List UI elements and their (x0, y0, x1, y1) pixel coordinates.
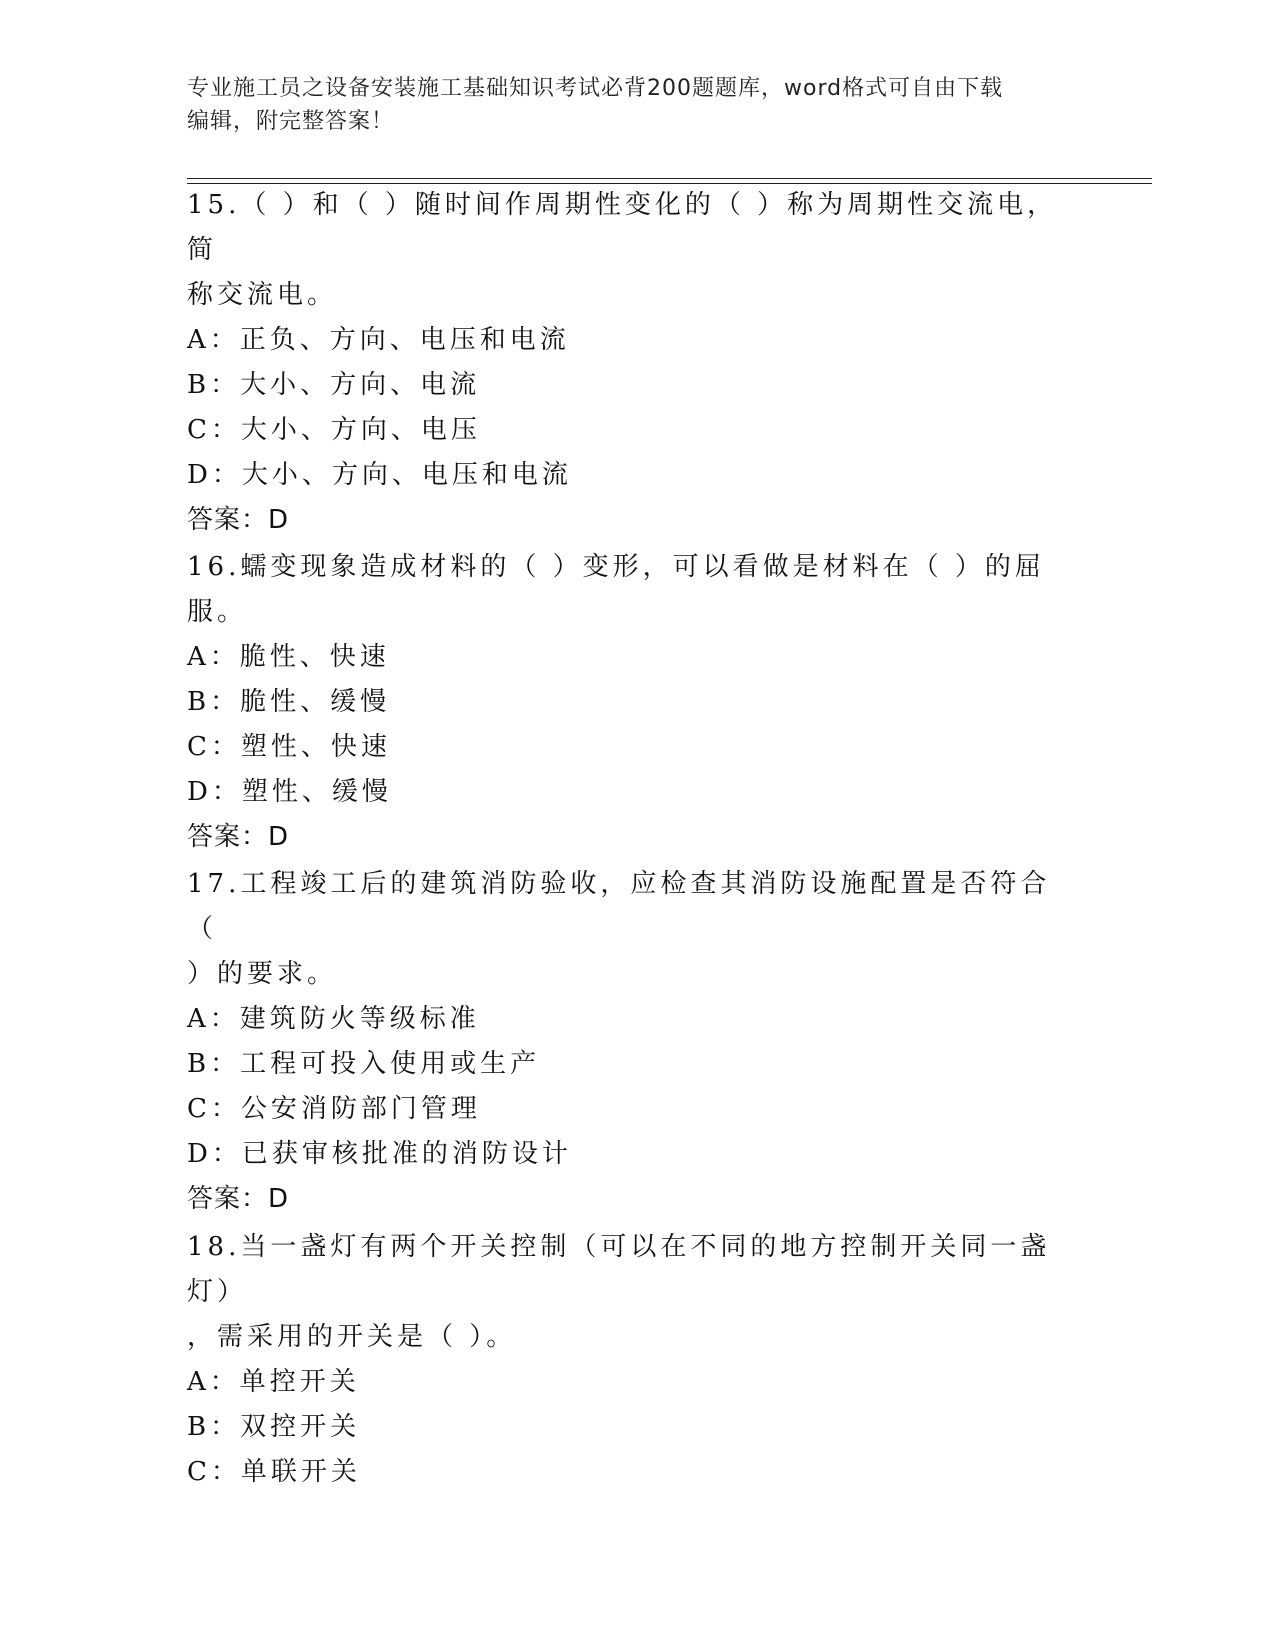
option-d: D：大小、方向、电压和电流 (187, 460, 572, 490)
option-b: B：工程可投入使用或生产 (187, 1049, 541, 1079)
option-a: A：单控开关 (187, 1367, 360, 1397)
option-d: D：塑性、缓慢 (187, 777, 392, 807)
header-divider-top (187, 178, 1152, 179)
option-a: A：正负、方向、电压和电流 (187, 325, 570, 355)
question-18 (187, 1225, 1067, 1495)
question-stem-line: 16.蠕变现象造成材料的（ ）变形，可以看做是材料在（ ）的屈服。 (187, 552, 1045, 627)
document-header (187, 72, 1067, 138)
question-stem-line: ）的要求。 (187, 959, 338, 989)
option-a: A：建筑防火等级标准 (187, 1004, 480, 1034)
option-c: C：塑性、快速 (187, 732, 391, 762)
question-15 (187, 183, 1067, 543)
option-d: D：已获审核批准的消防设计 (187, 1139, 572, 1169)
option-c: C：大小、方向、电压 (187, 415, 481, 445)
option-a: A：脆性、快速 (187, 642, 390, 672)
answer-label: 答案：D (187, 822, 290, 852)
question-stem-line: 18.当一盏灯有两个开关控制（可以在不同的地方控制开关同一盏灯） (187, 1232, 1051, 1307)
answer-label: 答案：D (187, 505, 290, 535)
option-c: C：单联开关 (187, 1457, 361, 1487)
option-b: B：双控开关 (187, 1412, 361, 1442)
question-stem-line: 17.工程竣工后的建筑消防验收，应检查其消防设施配置是否符合（ (187, 869, 1051, 944)
option-b: B：大小、方向、电流 (187, 370, 481, 400)
answer-label: 答案：D (187, 1184, 290, 1214)
question-17 (187, 862, 1067, 1222)
option-b: B：脆性、缓慢 (187, 687, 391, 717)
option-c: C：公安消防部门管理 (187, 1094, 481, 1124)
question-stem-line: 称交流电。 (187, 280, 338, 310)
question-stem-line: ，需采用的开关是（ ）。 (187, 1322, 517, 1352)
header-title-line-1: 专业施工员之设备安装施工基础知识考试必背200题题库，word格式可自由下载 (187, 76, 1004, 101)
header-title-line-2: 编辑，附完整答案！ (187, 109, 395, 134)
question-stem-line: 15.（ ）和（ ）随时间作周期性变化的（ ）称为周期性交流电，简 (187, 190, 1058, 265)
question-16 (187, 545, 1067, 860)
